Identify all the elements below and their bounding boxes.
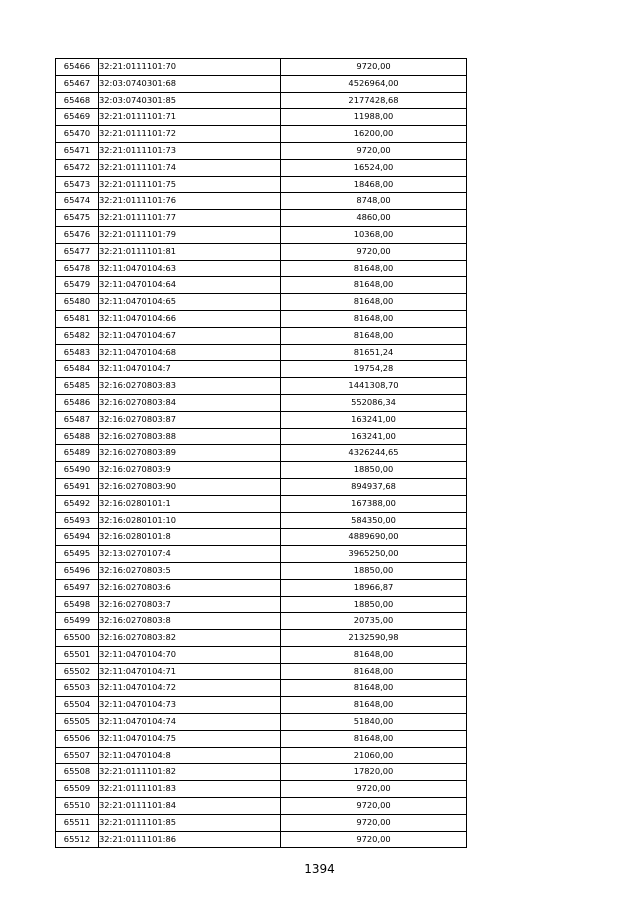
- row-number-cell: 65478: [56, 260, 99, 277]
- table-row: [56, 243, 467, 260]
- table-row: [56, 495, 467, 512]
- row-number-cell: 65466: [56, 59, 99, 76]
- table-row: [56, 327, 467, 344]
- value-cell: 4526964,00: [281, 75, 467, 92]
- value-cell: 17820,00: [281, 764, 467, 781]
- row-number-cell: 65475: [56, 210, 99, 227]
- row-number-cell: 65503: [56, 680, 99, 697]
- row-number-cell: 65511: [56, 814, 99, 831]
- table-row: [56, 92, 467, 109]
- cadastral-value-table: [55, 58, 467, 848]
- table-row: [56, 109, 467, 126]
- row-number-cell: 65494: [56, 529, 99, 546]
- table-row: [56, 361, 467, 378]
- row-number-cell: 65482: [56, 327, 99, 344]
- table-row: [56, 344, 467, 361]
- table-row: [56, 294, 467, 311]
- table-row: [56, 75, 467, 92]
- cadastral-number-cell: 32:11:0470104:7: [99, 361, 281, 378]
- table-row: [56, 781, 467, 798]
- value-cell: 18966,87: [281, 579, 467, 596]
- value-cell: 9720,00: [281, 814, 467, 831]
- cadastral-number-cell: 32:11:0470104:68: [99, 344, 281, 361]
- value-cell: 18850,00: [281, 596, 467, 613]
- value-cell: 81648,00: [281, 260, 467, 277]
- cadastral-number-cell: 32:11:0470104:63: [99, 260, 281, 277]
- row-number-cell: 65499: [56, 613, 99, 630]
- row-number-cell: 65472: [56, 159, 99, 176]
- cadastral-number-cell: 32:21:0111101:83: [99, 781, 281, 798]
- table-row: [56, 596, 467, 613]
- value-cell: 9720,00: [281, 831, 467, 848]
- row-number-cell: 65488: [56, 428, 99, 445]
- value-cell: 18850,00: [281, 462, 467, 479]
- cadastral-number-cell: 32:11:0470104:73: [99, 697, 281, 714]
- cadastral-number-cell: 32:21:0111101:70: [99, 59, 281, 76]
- cadastral-number-cell: 32:16:0270803:8: [99, 613, 281, 630]
- table-row: [56, 831, 467, 848]
- table-row: [56, 159, 467, 176]
- cadastral-number-cell: 32:21:0111101:75: [99, 176, 281, 193]
- value-cell: 81648,00: [281, 646, 467, 663]
- row-number-cell: 65468: [56, 92, 99, 109]
- row-number-cell: 65496: [56, 562, 99, 579]
- row-number-cell: 65485: [56, 378, 99, 395]
- table-row: [56, 764, 467, 781]
- cadastral-number-cell: 32:11:0470104:65: [99, 294, 281, 311]
- row-number-cell: 65474: [56, 193, 99, 210]
- value-cell: 894937,68: [281, 478, 467, 495]
- value-cell: 81648,00: [281, 730, 467, 747]
- value-cell: 21060,00: [281, 747, 467, 764]
- cadastral-number-cell: 32:11:0470104:64: [99, 277, 281, 294]
- table-row: [56, 226, 467, 243]
- table-row: [56, 814, 467, 831]
- table-row: [56, 462, 467, 479]
- cadastral-number-cell: 32:16:0280101:10: [99, 512, 281, 529]
- row-number-cell: 65480: [56, 294, 99, 311]
- value-cell: 584350,00: [281, 512, 467, 529]
- row-number-cell: 65508: [56, 764, 99, 781]
- table-row: [56, 613, 467, 630]
- cadastral-number-cell: 32:16:0270803:87: [99, 411, 281, 428]
- row-number-cell: 65483: [56, 344, 99, 361]
- page-number: 1394: [304, 862, 335, 876]
- cadastral-number-cell: 32:21:0111101:76: [99, 193, 281, 210]
- row-number-cell: 65507: [56, 747, 99, 764]
- row-number-cell: 65481: [56, 310, 99, 327]
- value-cell: 9720,00: [281, 142, 467, 159]
- cadastral-number-cell: 32:21:0111101:82: [99, 764, 281, 781]
- row-number-cell: 65473: [56, 176, 99, 193]
- table-row: [56, 260, 467, 277]
- cadastral-number-cell: 32:16:0270803:84: [99, 394, 281, 411]
- cadastral-number-cell: 32:21:0111101:84: [99, 798, 281, 815]
- table-body: [56, 59, 467, 848]
- cadastral-number-cell: 32:16:0270803:82: [99, 630, 281, 647]
- table-row: [56, 277, 467, 294]
- row-number-cell: 65491: [56, 478, 99, 495]
- table-row: [56, 714, 467, 731]
- table-row: [56, 663, 467, 680]
- value-cell: 16200,00: [281, 126, 467, 143]
- cadastral-number-cell: 32:11:0470104:72: [99, 680, 281, 697]
- cadastral-number-cell: 32:11:0470104:8: [99, 747, 281, 764]
- table-row: [56, 730, 467, 747]
- value-cell: 81648,00: [281, 327, 467, 344]
- value-cell: 1441308,70: [281, 378, 467, 395]
- cadastral-number-cell: 32:16:0270803:5: [99, 562, 281, 579]
- row-number-cell: 65487: [56, 411, 99, 428]
- row-number-cell: 65502: [56, 663, 99, 680]
- table-row: [56, 142, 467, 159]
- table-row: [56, 579, 467, 596]
- value-cell: 9720,00: [281, 243, 467, 260]
- table-row: [56, 310, 467, 327]
- cadastral-number-cell: 32:11:0470104:70: [99, 646, 281, 663]
- cadastral-number-cell: 32:13:0270107:4: [99, 546, 281, 563]
- row-number-cell: 65512: [56, 831, 99, 848]
- cadastral-number-cell: 32:21:0111101:72: [99, 126, 281, 143]
- value-cell: 81648,00: [281, 294, 467, 311]
- row-number-cell: 65509: [56, 781, 99, 798]
- row-number-cell: 65504: [56, 697, 99, 714]
- row-number-cell: 65493: [56, 512, 99, 529]
- table-row: [56, 445, 467, 462]
- value-cell: 4889690,00: [281, 529, 467, 546]
- table-row: [56, 512, 467, 529]
- table-row: [56, 176, 467, 193]
- table-row: [56, 126, 467, 143]
- cadastral-number-cell: 32:16:0270803:90: [99, 478, 281, 495]
- table-row: [56, 697, 467, 714]
- row-number-cell: 65505: [56, 714, 99, 731]
- value-cell: 9720,00: [281, 781, 467, 798]
- cadastral-number-cell: 32:16:0270803:88: [99, 428, 281, 445]
- cadastral-number-cell: 32:16:0270803:89: [99, 445, 281, 462]
- table-row: [56, 680, 467, 697]
- value-cell: 81648,00: [281, 310, 467, 327]
- value-cell: 3965250,00: [281, 546, 467, 563]
- cadastral-number-cell: 32:21:0111101:86: [99, 831, 281, 848]
- value-cell: 163241,00: [281, 411, 467, 428]
- row-number-cell: 65492: [56, 495, 99, 512]
- value-cell: 81648,00: [281, 680, 467, 697]
- cadastral-number-cell: 32:16:0270803:7: [99, 596, 281, 613]
- value-cell: 81648,00: [281, 663, 467, 680]
- row-number-cell: 65495: [56, 546, 99, 563]
- row-number-cell: 65470: [56, 126, 99, 143]
- value-cell: 167388,00: [281, 495, 467, 512]
- table-row: [56, 747, 467, 764]
- table-row: [56, 798, 467, 815]
- value-cell: 16524,00: [281, 159, 467, 176]
- cadastral-number-cell: 32:16:0270803:83: [99, 378, 281, 395]
- cadastral-number-cell: 32:11:0470104:71: [99, 663, 281, 680]
- value-cell: 18468,00: [281, 176, 467, 193]
- value-cell: 51840,00: [281, 714, 467, 731]
- table-row: [56, 646, 467, 663]
- value-cell: 163241,00: [281, 428, 467, 445]
- table-row: [56, 394, 467, 411]
- cadastral-number-cell: 32:16:0270803:6: [99, 579, 281, 596]
- table-row: [56, 478, 467, 495]
- value-cell: 9720,00: [281, 798, 467, 815]
- row-number-cell: 65501: [56, 646, 99, 663]
- cadastral-number-cell: 32:03:0740301:85: [99, 92, 281, 109]
- cadastral-number-cell: 32:16:0270803:9: [99, 462, 281, 479]
- value-cell: 552086,34: [281, 394, 467, 411]
- value-cell: 2132590,98: [281, 630, 467, 647]
- value-cell: 20735,00: [281, 613, 467, 630]
- value-cell: 19754,28: [281, 361, 467, 378]
- cadastral-number-cell: 32:16:0280101:8: [99, 529, 281, 546]
- value-cell: 10368,00: [281, 226, 467, 243]
- cadastral-number-cell: 32:21:0111101:85: [99, 814, 281, 831]
- row-number-cell: 65497: [56, 579, 99, 596]
- cadastral-number-cell: 32:11:0470104:66: [99, 310, 281, 327]
- value-cell: 2177428,68: [281, 92, 467, 109]
- row-number-cell: 65469: [56, 109, 99, 126]
- row-number-cell: 65489: [56, 445, 99, 462]
- row-number-cell: 65467: [56, 75, 99, 92]
- table-row: [56, 546, 467, 563]
- row-number-cell: 65490: [56, 462, 99, 479]
- row-number-cell: 65486: [56, 394, 99, 411]
- table-row: [56, 378, 467, 395]
- value-cell: 81648,00: [281, 277, 467, 294]
- value-cell: 81651,24: [281, 344, 467, 361]
- cadastral-number-cell: 32:11:0470104:75: [99, 730, 281, 747]
- row-number-cell: 65506: [56, 730, 99, 747]
- cadastral-number-cell: 32:21:0111101:74: [99, 159, 281, 176]
- row-number-cell: 65476: [56, 226, 99, 243]
- table-row: [56, 193, 467, 210]
- cadastral-number-cell: 32:03:0740301:68: [99, 75, 281, 92]
- value-cell: 18850,00: [281, 562, 467, 579]
- row-number-cell: 65498: [56, 596, 99, 613]
- cadastral-number-cell: 32:11:0470104:74: [99, 714, 281, 731]
- row-number-cell: 65479: [56, 277, 99, 294]
- table-row: [56, 210, 467, 227]
- value-cell: 4326244,65: [281, 445, 467, 462]
- cadastral-number-cell: 32:21:0111101:71: [99, 109, 281, 126]
- cadastral-number-cell: 32:11:0470104:67: [99, 327, 281, 344]
- table-row: [56, 630, 467, 647]
- table-row: [56, 59, 467, 76]
- row-number-cell: 65471: [56, 142, 99, 159]
- value-cell: 8748,00: [281, 193, 467, 210]
- value-cell: 11988,00: [281, 109, 467, 126]
- value-cell: 81648,00: [281, 697, 467, 714]
- row-number-cell: 65477: [56, 243, 99, 260]
- cadastral-number-cell: 32:21:0111101:77: [99, 210, 281, 227]
- cadastral-number-cell: 32:21:0111101:79: [99, 226, 281, 243]
- table-row: [56, 529, 467, 546]
- table-row: [56, 562, 467, 579]
- table-row: [56, 428, 467, 445]
- cadastral-number-cell: 32:16:0280101:1: [99, 495, 281, 512]
- value-cell: 9720,00: [281, 59, 467, 76]
- row-number-cell: 65500: [56, 630, 99, 647]
- cadastral-number-cell: 32:21:0111101:81: [99, 243, 281, 260]
- row-number-cell: 65484: [56, 361, 99, 378]
- row-number-cell: 65510: [56, 798, 99, 815]
- cadastral-number-cell: 32:21:0111101:73: [99, 142, 281, 159]
- value-cell: 4860,00: [281, 210, 467, 227]
- table-row: [56, 411, 467, 428]
